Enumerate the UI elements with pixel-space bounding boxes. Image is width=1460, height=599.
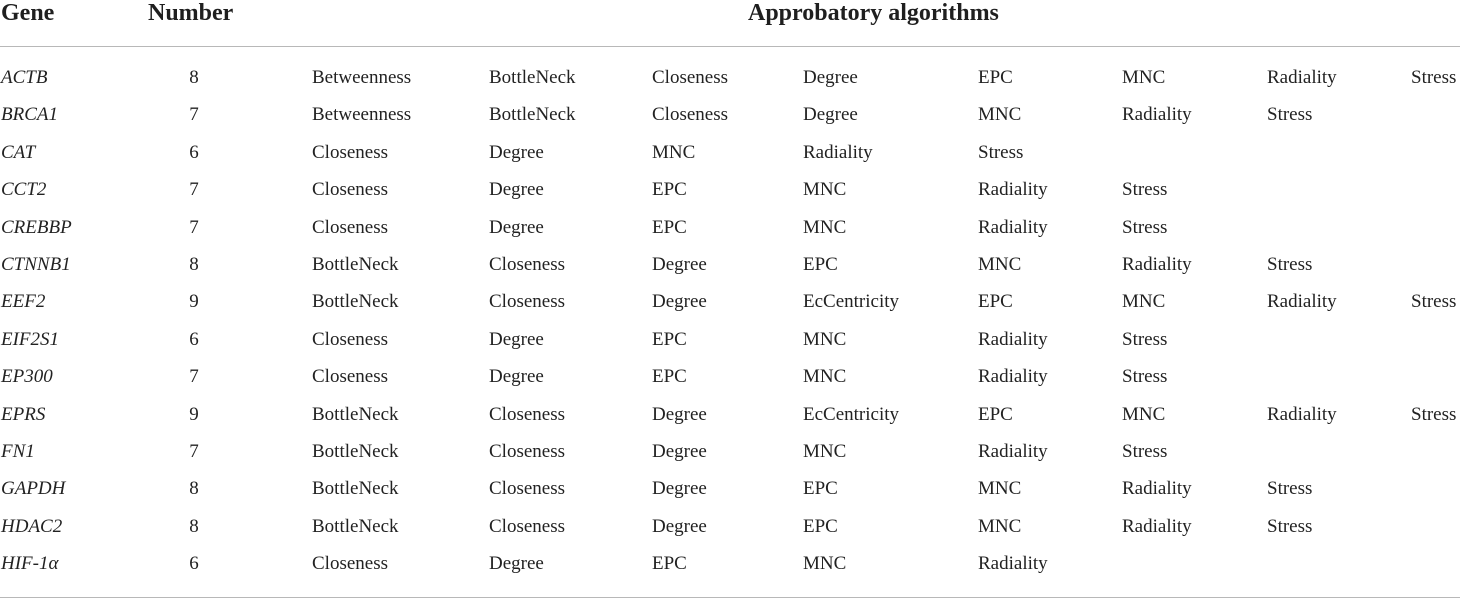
algorithm-cell: MNC: [1122, 291, 1166, 313]
algorithm-cell: MNC: [978, 478, 1022, 500]
algorithm-cell: MNC: [803, 440, 847, 462]
algorithm-cell: Closeness: [489, 440, 565, 462]
algorithm-cell: EPC: [978, 403, 1013, 425]
number-cell: 9: [189, 403, 199, 425]
algorithm-cell: Closeness: [489, 478, 565, 500]
algorithm-cell: Stress: [1122, 440, 1168, 462]
algorithm-cell: Radiality: [803, 141, 873, 163]
algorithm-cell: BottleNeck: [312, 440, 399, 462]
number-cell: 7: [189, 179, 199, 201]
algorithm-cell: Degree: [803, 67, 858, 88]
gene-cell: HDAC2: [1, 515, 63, 537]
header-gene: Gene: [1, 0, 55, 26]
algorithm-cell: Stress: [1411, 403, 1457, 425]
algorithm-cell: BottleNeck: [489, 104, 576, 126]
algorithm-cell: Stress: [1267, 104, 1313, 126]
table-row: [0, 172, 1460, 209]
number-cell: 7: [189, 216, 199, 238]
algorithm-cell: Radiality: [978, 328, 1048, 350]
algorithm-cell: Radiality: [978, 216, 1048, 238]
algorithm-cell: Degree: [652, 515, 707, 537]
algorithm-cell: MNC: [978, 515, 1022, 537]
algorithm-cell: Stress: [1122, 179, 1168, 201]
gene-cell: EEF2: [1, 291, 46, 313]
algorithm-cell: Closeness: [312, 179, 388, 201]
table-row: [0, 359, 1460, 396]
table-row: [0, 322, 1460, 359]
table-row: [0, 471, 1460, 508]
algorithm-cell: Closeness: [489, 515, 565, 537]
gene-cell: EP300: [1, 366, 53, 388]
algorithm-cell: Closeness: [312, 328, 388, 350]
gene-cell: ACTB: [1, 67, 48, 88]
algorithm-cell: Radiality: [1122, 478, 1192, 500]
algorithm-cell: BottleNeck: [312, 403, 399, 425]
algorithm-cell: EcCentricity: [803, 291, 900, 313]
algorithm-cell: Radiality: [1267, 67, 1337, 88]
algorithm-cell: Degree: [489, 553, 544, 575]
algorithm-cell: EPC: [978, 67, 1013, 88]
algorithm-cell: Degree: [489, 328, 544, 350]
algorithm-cell: MNC: [803, 216, 847, 238]
algorithm-cell: Closeness: [312, 553, 388, 575]
header-divider: [0, 46, 1460, 47]
algorithm-cell: EPC: [803, 478, 838, 500]
table-header-row: [0, 0, 1460, 28]
number-cell: 7: [189, 366, 199, 388]
algorithm-cell: Stress: [1267, 478, 1313, 500]
algorithm-cell: Betweenness: [312, 67, 412, 88]
algorithm-cell: Closeness: [312, 141, 388, 163]
number-cell: 6: [189, 553, 199, 575]
gene-cell: FN1: [1, 440, 35, 462]
algorithm-cell: Stress: [1122, 328, 1168, 350]
table-row: [0, 97, 1460, 134]
algorithm-cell: BottleNeck: [312, 253, 399, 275]
algorithm-cell: Degree: [652, 291, 707, 313]
gene-cell: CTNNB1: [1, 253, 71, 275]
gene-cell: EIF2S1: [1, 328, 60, 350]
number-cell: 8: [189, 515, 199, 537]
algorithm-cell: EPC: [652, 179, 687, 201]
algorithm-cell: MNC: [803, 179, 847, 201]
gene-cell: EPRS: [1, 403, 46, 425]
algorithm-cell: Degree: [652, 478, 707, 500]
number-cell: 8: [189, 67, 199, 88]
algorithm-cell: Degree: [489, 216, 544, 238]
table-row: [0, 247, 1460, 284]
algorithm-cell: Closeness: [312, 216, 388, 238]
table-row: [0, 135, 1460, 172]
algorithm-cell: Radiality: [1267, 403, 1337, 425]
algorithm-cell: Stress: [1267, 515, 1313, 537]
algorithm-cell: Degree: [803, 104, 858, 126]
algorithm-cell: Stress: [1122, 366, 1168, 388]
header-approbatory-algorithms: Approbatory algorithms: [748, 0, 999, 26]
algorithm-cell: EcCentricity: [803, 403, 900, 425]
algorithm-cell: EPC: [803, 515, 838, 537]
gene-cell: CAT: [1, 141, 36, 163]
algorithm-cell: Stress: [1122, 216, 1168, 238]
algorithm-cell: Radiality: [978, 440, 1048, 462]
algorithm-cell: Degree: [489, 141, 544, 163]
algorithm-cell: MNC: [1122, 403, 1166, 425]
algorithm-cell: MNC: [978, 104, 1022, 126]
table-row: [0, 434, 1460, 471]
table-row: [0, 210, 1460, 247]
table-row: [0, 546, 1460, 583]
algorithm-cell: Closeness: [489, 253, 565, 275]
algorithm-cell: Stress: [1267, 253, 1313, 275]
number-cell: 8: [189, 478, 199, 500]
algorithm-cell: BottleNeck: [312, 291, 399, 313]
table-row: [0, 397, 1460, 434]
number-cell: 7: [189, 104, 199, 126]
algorithm-cell: BottleNeck: [489, 67, 576, 88]
number-cell: 6: [189, 141, 199, 163]
algorithm-cell: Stress: [1411, 67, 1457, 88]
gene-cell: GAPDH: [1, 478, 66, 500]
algorithm-cell: Closeness: [652, 104, 728, 126]
header-number: Number: [148, 0, 234, 26]
algorithm-cell: MNC: [803, 553, 847, 575]
algorithm-cell: EPC: [652, 216, 687, 238]
algorithm-cell: MNC: [1122, 67, 1166, 88]
algorithm-cell: Radiality: [1122, 253, 1192, 275]
algorithm-cell: Degree: [489, 179, 544, 201]
algorithm-cell: Closeness: [489, 403, 565, 425]
algorithm-cell: Degree: [652, 403, 707, 425]
algorithm-cell: Radiality: [978, 553, 1048, 575]
algorithm-cell: Stress: [1411, 291, 1457, 313]
algorithm-cell: Degree: [652, 253, 707, 275]
bottom-divider: [0, 597, 1460, 598]
algorithm-cell: Radiality: [978, 366, 1048, 388]
table-row: [0, 60, 1460, 97]
gene-cell: CREBBP: [1, 216, 72, 238]
algorithm-cell: MNC: [978, 253, 1022, 275]
algorithm-cell: MNC: [803, 328, 847, 350]
number-cell: 8: [189, 253, 199, 275]
table-row: [0, 509, 1460, 546]
gene-cell: CCT2: [1, 179, 47, 201]
table-row: [0, 284, 1460, 321]
algorithm-cell: Betweenness: [312, 104, 412, 126]
algorithm-cell: EPC: [652, 328, 687, 350]
algorithm-cell: Radiality: [1122, 104, 1192, 126]
algorithm-cell: Closeness: [652, 67, 728, 88]
algorithm-cell: Radiality: [978, 179, 1048, 201]
algorithm-cell: BottleNeck: [312, 515, 399, 537]
algorithm-cell: MNC: [652, 141, 696, 163]
gene-cell: BRCA1: [1, 104, 58, 126]
algorithm-cell: EPC: [652, 553, 687, 575]
number-cell: 7: [189, 440, 199, 462]
table-body: [0, 60, 1460, 583]
algorithm-cell: Radiality: [1267, 291, 1337, 313]
algorithm-cell: Radiality: [1122, 515, 1192, 537]
gene-cell: HIF-1α: [1, 553, 59, 575]
number-cell: 9: [189, 291, 199, 313]
algorithm-cell: Stress: [978, 141, 1024, 163]
algorithm-cell: EPC: [978, 291, 1013, 313]
algorithm-cell: MNC: [803, 366, 847, 388]
number-cell: 6: [189, 328, 199, 350]
algorithm-cell: Degree: [652, 440, 707, 462]
algorithm-cell: Degree: [489, 366, 544, 388]
algorithm-cell: EPC: [803, 253, 838, 275]
algorithm-cell: EPC: [652, 366, 687, 388]
algorithm-cell: Closeness: [489, 291, 565, 313]
algorithm-cell: BottleNeck: [312, 478, 399, 500]
algorithm-cell: Closeness: [312, 366, 388, 388]
